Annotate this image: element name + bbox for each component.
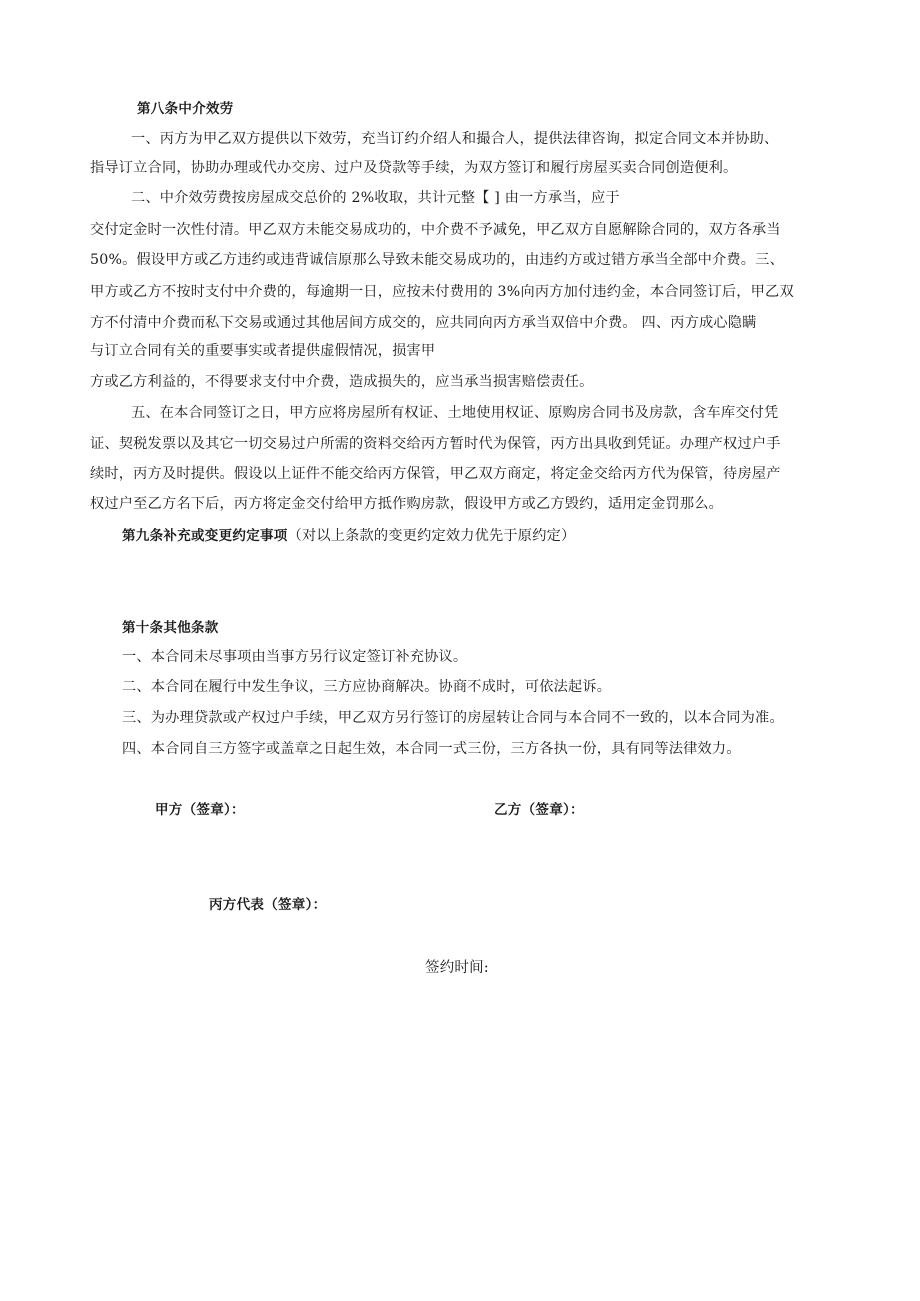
article-8-line-6: 甲方或乙方不按时支付中介费的，每逾期一日，应按未付费用的 3%向丙方加付违约金，本合同签订后，甲乙双 <box>90 284 794 300</box>
article-9-row <box>122 526 575 546</box>
article-8-line-4: 交付定金时一次性付清。甲乙双方未能交易成功的，中介费不予减免，甲乙双方自愿解除合同的，双方各承当 <box>90 222 781 238</box>
article-8-title: 第八条中介效劳 <box>137 101 234 117</box>
article-10-title: 第十条其他条款 <box>122 620 219 636</box>
article-10-line-4: 四、本合同自三方签字或盖章之日起生效，本合同一式三份，三方各执一份，具有同等法律效力。 <box>122 741 741 757</box>
article-8-line-2: 指导订立合同，协助办理或代办交房、过户及贷款等手续，为双方签订和履行房屋买卖合同创造便利。 <box>90 160 738 176</box>
sign-time-label: 签约时间: <box>425 960 489 976</box>
party-b-signature-label: 乙方（签章）： <box>494 802 584 818</box>
article-8-line-1: 一、丙方为甲乙双方提供以下效劳，充当订约介绍人和撮合人，提供法律咨询，拟定合同文本并协助、 <box>131 131 779 147</box>
article-10-line-3: 三、为办理贷款或产权过户手续，甲乙双方另行签订的房屋转让合同与本合同不一致的，以本合同为准。 <box>122 710 784 726</box>
party-c-rep-signature-label: 丙方代表（签章）： <box>209 897 327 913</box>
article-8-line-7: 方不付清中介费而私下交易或通过其他居间方成交的，应共同向丙方承当双倍中介费。 四、丙方成心隐瞒 <box>90 315 757 331</box>
article-8-line-10: 五、在本合同签订之日，甲方应将房屋所有权证、土地使用权证、原购房合同书及房款，含车库交付凭 <box>131 405 779 421</box>
article-10-line-1: 一、本合同未尽事项由当事方另行议定签订补充协议。 <box>122 649 468 665</box>
party-a-signature-label: 甲方（签章）： <box>155 802 245 818</box>
article-8-line-9: 方或乙方利益的，不得要求支付中介费，造成损失的，应当承当损害赔偿责任。 <box>90 374 594 390</box>
article-8-line-3: 二、中介效劳费按房屋成交总价的 2%收取，共计元整【 ] 由一方承当，应于 <box>131 190 620 206</box>
article-8-line-11: 证、契税发票以及其它一切交易过户所需的资料交给丙方暂时代为保管，丙方出具收到凭证。办理产权过户手 <box>90 436 781 452</box>
article-10-line-2: 二、本合同在履行中发生争议，三方应协商解决。协商不成时，可依法起诉。 <box>122 679 612 695</box>
article-8-line-8: 与订立合同有关的重要事实或者提供虚假情况，损害甲 <box>90 343 436 359</box>
article-8-line-13: 权过户至乙方名下后，丙方将定金交付给甲方抵作购房款，假设甲方或乙方毁约，适用定金罚那么。 <box>90 496 724 512</box>
article-8-line-5: 50%。假设甲方或乙方违约或违背诚信原那么导致未能交易成功的，由违约方或过错方承当全部中介费。三、 <box>90 252 784 268</box>
article-9-title: 第九条补充或变更约定事项 <box>122 528 288 544</box>
article-8-line-12: 续时，丙方及时提供。假设以上证件不能交给丙方保管，甲乙双方商定，将定金交给丙方代为保管，待房屋产 <box>90 466 781 482</box>
article-9-note: （对以上条款的变更约定效力优先于原约定） <box>287 528 576 544</box>
